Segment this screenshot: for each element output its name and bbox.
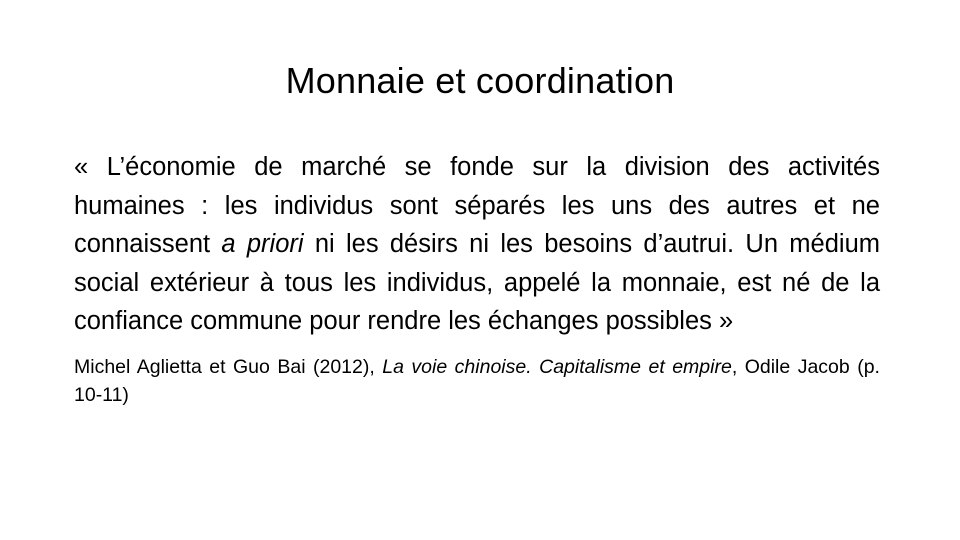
quote-paragraph xyxy=(74,148,880,341)
quote-italic-phrase: a priori xyxy=(221,230,304,259)
citation-publisher: , Odile Jacob (p. 10-11) xyxy=(74,355,880,406)
quote-text-end: ni les désirs ni les besoins d’autrui. Un médium social extérieur à tous les individus, appelé la monnaie, est né de la confiance commune pour rendre les échanges possibles » xyxy=(74,230,880,336)
citation xyxy=(74,353,880,409)
citation-book-title: La voie chinoise. Capitalisme et empire xyxy=(382,355,732,378)
quote-text-start: « L’économie de marché se fonde sur la division des activités humaines : les individus sont séparés les uns des autres et ne connaissent xyxy=(74,153,880,259)
slide-body xyxy=(74,148,880,409)
slide-title: Monnaie et coordination xyxy=(285,60,675,101)
citation-authors: Michel Aglietta et Guo Bai (2012), xyxy=(74,355,383,378)
